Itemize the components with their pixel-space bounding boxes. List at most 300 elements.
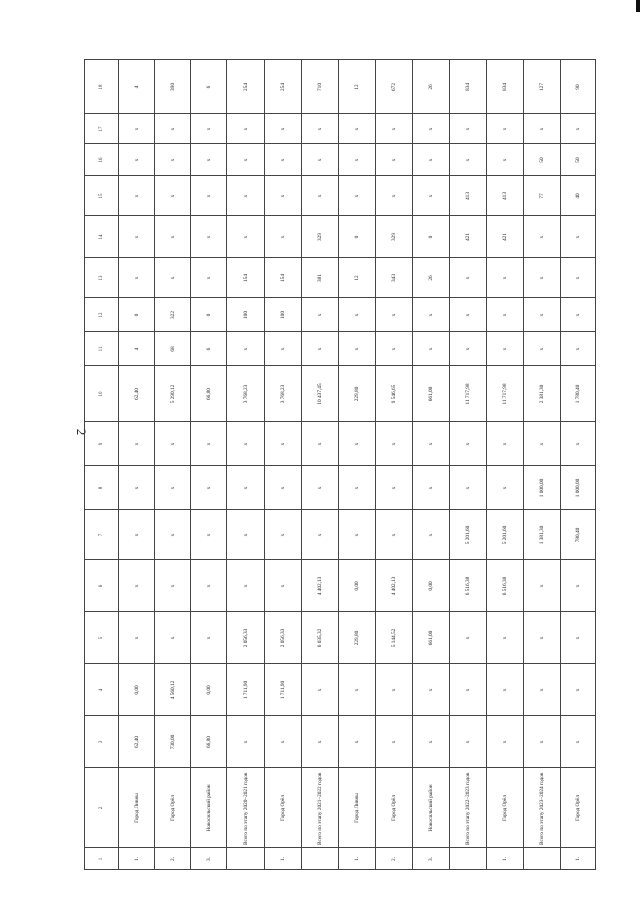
table-cell: [155, 612, 191, 664]
table-cell: [155, 848, 191, 870]
cell-value: x: [390, 688, 397, 691]
cell-value: 3 768,23: [279, 384, 286, 403]
table-cell: [487, 510, 524, 560]
cell-value: x: [279, 533, 286, 536]
cell-value: x: [205, 584, 212, 587]
table-cell: [524, 466, 561, 510]
table-cell: [119, 510, 155, 560]
table-cell: [376, 612, 413, 664]
cell-value: x: [279, 584, 286, 587]
table-cell: [450, 60, 487, 114]
cell-value: x: [353, 194, 360, 197]
table-cell: [561, 612, 596, 664]
cell-value: 3.: [427, 856, 434, 861]
table-cell: [561, 848, 596, 870]
cell-value: x: [169, 276, 176, 279]
table-cell: [561, 716, 596, 768]
cell-value: x: [242, 347, 249, 350]
cell-value: 1 000,00: [538, 478, 545, 497]
cell-value: x: [464, 347, 471, 350]
table-cell: [191, 560, 227, 612]
column-6-band: [85, 560, 596, 612]
cell-value: x: [501, 442, 508, 445]
cell-value: x: [169, 194, 176, 197]
cell-value: x: [316, 486, 323, 489]
table-cell: [376, 332, 413, 366]
table-cell: [302, 664, 339, 716]
table-cell: [227, 332, 265, 366]
table-cell: [450, 144, 487, 176]
cell-value: 421: [501, 232, 508, 241]
column-7-band: [85, 510, 596, 560]
table-cell: [339, 422, 376, 466]
table-cell: [119, 466, 155, 510]
table-cell: [339, 332, 376, 366]
table-cell: [413, 332, 450, 366]
table-cell: [155, 176, 191, 216]
table-cell: [450, 216, 487, 258]
cell-value: 2 381,30: [538, 384, 545, 403]
table-cell: [413, 716, 450, 768]
cell-value: x: [353, 158, 360, 161]
table-cell: [227, 144, 265, 176]
column-header: [85, 716, 119, 768]
table-cell: [561, 176, 596, 216]
cell-value: x: [133, 636, 140, 639]
cell-value: x: [574, 442, 581, 445]
table-cell: [524, 716, 561, 768]
table-cell: [413, 144, 450, 176]
table-cell: [376, 60, 413, 114]
column-15-band: [85, 176, 596, 216]
column-1-band: [85, 848, 596, 870]
cell-value: x: [169, 235, 176, 238]
table-cell: [524, 664, 561, 716]
table-cell: [413, 60, 450, 114]
table-cell: [450, 176, 487, 216]
cell-value: 62,40: [133, 387, 140, 400]
table-cell: [227, 298, 265, 332]
cell-value: x: [390, 740, 397, 743]
column-header: [85, 560, 119, 612]
cell-value: Новосильский район: [427, 783, 434, 832]
cell-value: x: [538, 313, 545, 316]
table-cell: [376, 466, 413, 510]
table-cell: [450, 768, 487, 848]
cell-value: x: [390, 442, 397, 445]
table-cell: [119, 560, 155, 612]
cell-value: x: [205, 127, 212, 130]
table-cell: [265, 258, 302, 298]
cell-value: x: [353, 313, 360, 316]
table-cell: [191, 612, 227, 664]
cell-value: 413: [464, 191, 471, 200]
column-header-label: 14: [98, 234, 104, 239]
cell-value: 5 290,12: [169, 384, 176, 403]
cell-value: 5 201,60: [501, 525, 508, 544]
table-cell: [302, 466, 339, 510]
table-cell: [487, 422, 524, 466]
cell-value: 0,00: [353, 580, 360, 591]
table-cell: [155, 768, 191, 848]
table-cell: [265, 510, 302, 560]
cell-value: 6 035,32: [316, 628, 323, 647]
cell-value: x: [133, 235, 140, 238]
table-cell: [413, 510, 450, 560]
cell-value: x: [574, 235, 581, 238]
cell-value: x: [501, 276, 508, 279]
cell-value: 0,00: [205, 684, 212, 695]
cell-value: 390: [169, 82, 176, 91]
cell-value: 229,80: [353, 630, 360, 645]
cell-value: 1.: [574, 856, 581, 861]
cell-value: Город Ливны: [133, 792, 140, 823]
cell-value: 1 000,00: [574, 478, 581, 497]
table-cell: [450, 366, 487, 422]
cell-value: 154: [242, 273, 249, 282]
cell-value: 77: [538, 192, 545, 199]
cell-value: x: [574, 584, 581, 587]
table-cell: [376, 366, 413, 422]
cell-value: Всего по этапу 2023–2024 годов: [538, 772, 545, 845]
cell-value: 6: [205, 85, 212, 88]
cell-value: x: [316, 313, 323, 316]
table-cell: [191, 258, 227, 298]
cell-value: 12: [353, 83, 360, 90]
table-cell: [339, 848, 376, 870]
table-cell: [524, 612, 561, 664]
table-cell: [339, 298, 376, 332]
table-cell: [487, 366, 524, 422]
table-cell: [413, 466, 450, 510]
cell-value: x: [464, 158, 471, 161]
table-cell: [119, 366, 155, 422]
cell-value: x: [464, 442, 471, 445]
column-header: [85, 366, 119, 422]
table-cell: [155, 332, 191, 366]
cell-value: 1.: [279, 856, 286, 861]
table-cell: [227, 114, 265, 144]
column-header: [85, 60, 119, 114]
cell-value: x: [316, 347, 323, 350]
cell-value: Город Ливны: [353, 792, 360, 823]
cell-value: 0,00: [133, 684, 140, 695]
cell-value: x: [205, 636, 212, 639]
table-cell: [265, 176, 302, 216]
column-header-label: 3: [98, 740, 104, 743]
table-cell: [524, 176, 561, 216]
table-cell: [119, 716, 155, 768]
table-cell: [450, 560, 487, 612]
cell-value: 100: [242, 310, 249, 319]
cell-value: 2.: [390, 856, 397, 861]
table-cell: [227, 258, 265, 298]
cell-value: x: [316, 158, 323, 161]
cell-value: x: [279, 740, 286, 743]
table-cell: [302, 332, 339, 366]
table-cell: [413, 422, 450, 466]
table-cell: [119, 258, 155, 298]
cell-value: x: [279, 194, 286, 197]
cell-value: x: [574, 740, 581, 743]
table-cell: [561, 510, 596, 560]
cell-value: x: [133, 127, 140, 130]
table-cell: [155, 466, 191, 510]
table-cell: [191, 216, 227, 258]
cell-value: 0,00: [427, 580, 434, 591]
cell-value: 6 516,38: [501, 576, 508, 595]
table-cell: [413, 560, 450, 612]
page-number: 2: [74, 428, 89, 436]
table-cell: [376, 848, 413, 870]
cell-value: 5 201,60: [464, 525, 471, 544]
cell-value: x: [390, 194, 397, 197]
cell-value: x: [205, 486, 212, 489]
column-header: [85, 258, 119, 298]
column-header: [85, 332, 119, 366]
cell-value: x: [464, 313, 471, 316]
cell-value: x: [242, 533, 249, 536]
cell-value: 322: [169, 310, 176, 319]
table-cell: [524, 298, 561, 332]
column-header: [85, 664, 119, 716]
table-cell: [450, 716, 487, 768]
cell-value: Всего по этапу 2020–2021 годов: [242, 772, 249, 845]
table-cell: [339, 560, 376, 612]
table-cell: [339, 664, 376, 716]
cell-value: x: [464, 688, 471, 691]
table-cell: [487, 176, 524, 216]
column-header-label: 10: [98, 391, 104, 396]
table-cell: [227, 664, 265, 716]
cell-value: x: [133, 442, 140, 445]
data-table: [84, 59, 596, 870]
column-4-band: [85, 664, 596, 716]
table-cell: [265, 60, 302, 114]
cell-value: x: [538, 442, 545, 445]
cell-value: 1.: [501, 856, 508, 861]
cell-value: x: [279, 347, 286, 350]
column-header-label: 6: [98, 584, 104, 587]
table-cell: [191, 114, 227, 144]
table-cell: [119, 664, 155, 716]
column-16-band: [85, 144, 596, 176]
column-13-band: [85, 258, 596, 298]
table-cell: [227, 612, 265, 664]
table-cell: [265, 114, 302, 144]
table-cell: [450, 466, 487, 510]
table-cell: [561, 114, 596, 144]
table-cell: [227, 366, 265, 422]
cell-value: 834: [464, 82, 471, 91]
table-cell: [487, 216, 524, 258]
cell-value: x: [133, 533, 140, 536]
cell-value: 9 546,65: [390, 384, 397, 403]
column-9-band: [85, 422, 596, 466]
table-cell: [339, 114, 376, 144]
table-cell: [155, 258, 191, 298]
table-cell: [155, 422, 191, 466]
cell-value: 62,40: [133, 735, 140, 748]
cell-value: 1.: [133, 856, 140, 861]
column-header-label: 9: [98, 442, 104, 445]
table-cell: [265, 612, 302, 664]
cell-value: x: [242, 740, 249, 743]
cell-value: 154: [279, 273, 286, 282]
table-cell: [487, 144, 524, 176]
table-cell: [191, 366, 227, 422]
table-cell: [413, 216, 450, 258]
table-cell: [265, 664, 302, 716]
cell-value: x: [538, 740, 545, 743]
table-cell: [265, 848, 302, 870]
column-header-label: 16: [98, 157, 104, 162]
table-cell: [265, 768, 302, 848]
column-header-label: 5: [98, 636, 104, 639]
table-cell: [119, 114, 155, 144]
cell-value: x: [169, 158, 176, 161]
cell-value: x: [169, 127, 176, 130]
cell-value: 0: [133, 313, 140, 316]
cell-value: 329: [390, 232, 397, 241]
table-cell: [524, 258, 561, 298]
cell-value: 6 516,38: [464, 576, 471, 595]
table-cell: [413, 258, 450, 298]
cell-value: 50: [538, 156, 545, 163]
cell-value: Новосильский район: [205, 783, 212, 832]
cell-value: x: [169, 584, 176, 587]
column-header-label: 8: [98, 486, 104, 489]
column-header: [85, 612, 119, 664]
table-cell: [524, 768, 561, 848]
cell-value: x: [353, 740, 360, 743]
cell-value: x: [316, 740, 323, 743]
cell-value: x: [501, 486, 508, 489]
cell-value: 0: [205, 313, 212, 316]
table-cell: [376, 560, 413, 612]
column-5-band: [85, 612, 596, 664]
cell-value: x: [205, 533, 212, 536]
table-cell: [376, 176, 413, 216]
cell-value: 40: [574, 192, 581, 199]
cell-value: 11 717,98: [464, 383, 471, 404]
cell-value: 4 402,13: [316, 576, 323, 595]
cell-value: 229,80: [353, 386, 360, 401]
column-header: [85, 176, 119, 216]
column-12-band: [85, 298, 596, 332]
table-cell: [487, 60, 524, 114]
table-cell: [191, 716, 227, 768]
table-cell: [302, 422, 339, 466]
table-cell: [487, 332, 524, 366]
cell-value: 12: [353, 274, 360, 281]
cell-value: Всего по этапу 2021–2022 годов: [316, 772, 323, 845]
cell-value: 254: [279, 82, 286, 91]
column-header: [85, 298, 119, 332]
cell-value: 254: [242, 82, 249, 91]
cell-value: 710: [316, 82, 323, 91]
table-cell: [119, 848, 155, 870]
cell-value: x: [353, 533, 360, 536]
table-cell: [376, 510, 413, 560]
cell-value: x: [205, 194, 212, 197]
table-cell: [450, 298, 487, 332]
table-cell: [155, 144, 191, 176]
table-cell: [450, 612, 487, 664]
table-cell: [413, 848, 450, 870]
table-cell: [227, 716, 265, 768]
cell-value: x: [353, 486, 360, 489]
table-cell: [339, 466, 376, 510]
cell-value: x: [242, 127, 249, 130]
corner-mark: [636, 0, 640, 12]
table-cell: [339, 510, 376, 560]
cell-value: x: [427, 313, 434, 316]
cell-value: 4: [133, 347, 140, 350]
cell-value: x: [501, 127, 508, 130]
table-cell: [561, 664, 596, 716]
column-11-band: [85, 332, 596, 366]
table-cell: [265, 298, 302, 332]
cell-value: x: [501, 158, 508, 161]
column-header: [85, 114, 119, 144]
cell-value: x: [538, 688, 545, 691]
table-cell: [561, 60, 596, 114]
cell-value: x: [242, 584, 249, 587]
cell-value: x: [390, 347, 397, 350]
cell-value: x: [464, 127, 471, 130]
table-cell: [191, 298, 227, 332]
cell-value: x: [316, 688, 323, 691]
table-cell: [302, 768, 339, 848]
table-cell: [302, 510, 339, 560]
table-cell: [191, 848, 227, 870]
cell-value: x: [205, 276, 212, 279]
table-cell: [376, 258, 413, 298]
cell-value: x: [501, 347, 508, 350]
table-cell: [450, 848, 487, 870]
table-cell: [561, 466, 596, 510]
table-cell: [339, 60, 376, 114]
cell-value: 127: [538, 82, 545, 91]
cell-value: x: [427, 127, 434, 130]
table-cell: [561, 422, 596, 466]
column-header-label: 12: [98, 312, 104, 317]
cell-value: x: [316, 533, 323, 536]
cell-value: x: [501, 313, 508, 316]
table-cell: [450, 422, 487, 466]
table-cell: [487, 298, 524, 332]
table-cell: [119, 612, 155, 664]
cell-value: x: [538, 235, 545, 238]
table-cell: [376, 768, 413, 848]
table-cell: [524, 560, 561, 612]
column-header: [85, 510, 119, 560]
table-cell: [487, 848, 524, 870]
column-17-band: [85, 114, 596, 144]
cell-value: x: [353, 688, 360, 691]
cell-value: x: [427, 347, 434, 350]
cell-value: Всего по этапу 2022–2023 годов: [464, 772, 471, 845]
cell-value: 10 437,45: [316, 382, 323, 405]
column-header: [85, 848, 119, 870]
cell-value: x: [242, 158, 249, 161]
table-cell: [339, 176, 376, 216]
cell-value: x: [574, 276, 581, 279]
table-cell: [524, 60, 561, 114]
table-cell: [524, 114, 561, 144]
table-cell: [119, 144, 155, 176]
